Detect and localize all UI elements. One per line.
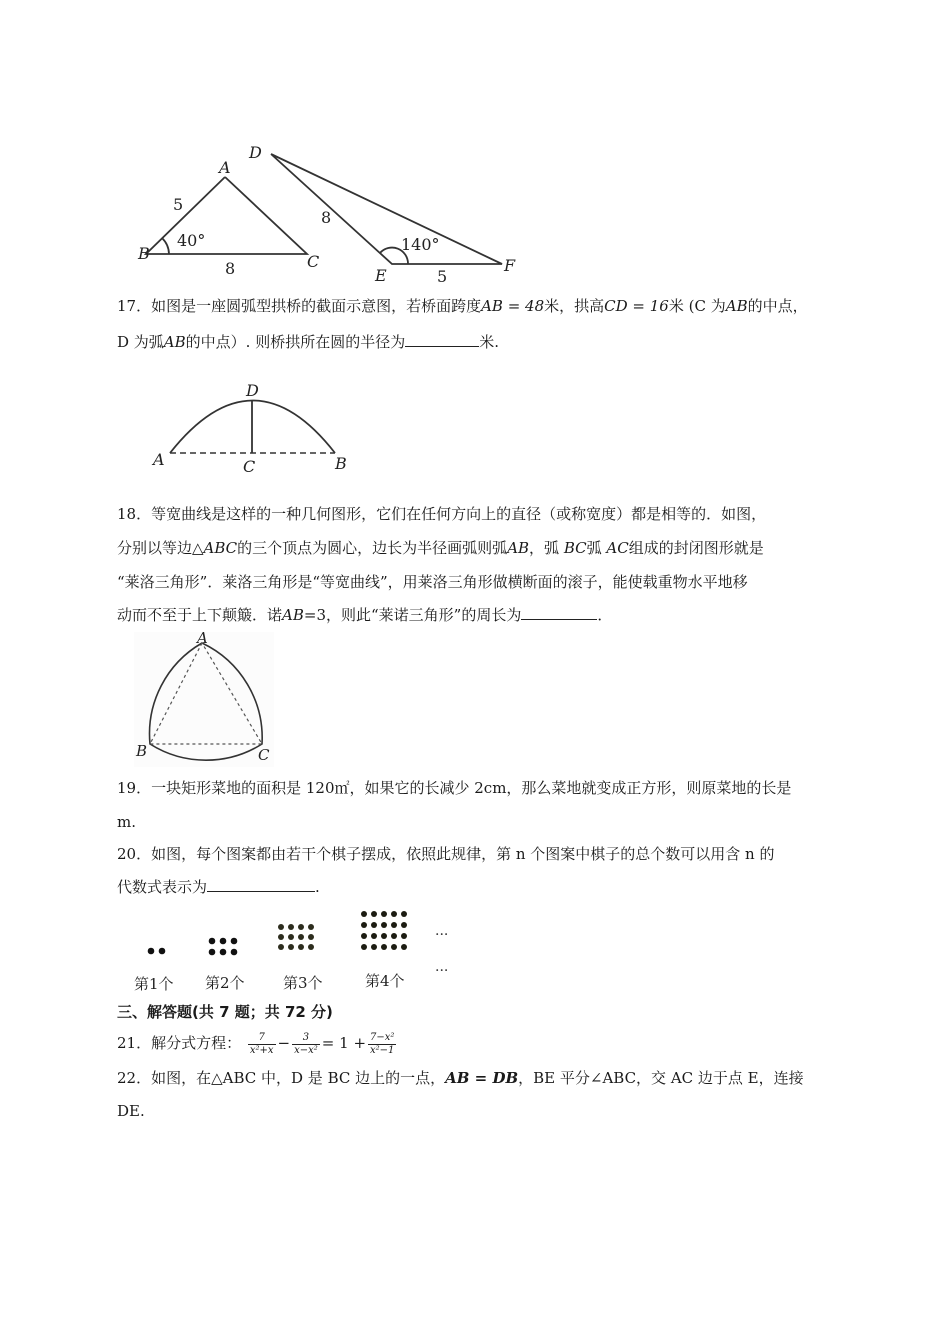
ellipsis-2: ... bbox=[435, 959, 449, 975]
q18-line3: “莱洛三角形”．莱洛三角形是“等宽曲线”，用莱洛三角形做横断面的滚子，能使载重物水平地移 bbox=[117, 573, 748, 591]
triangle-def bbox=[271, 154, 502, 264]
q18-line2: 分别以等边△ABC的三个顶点为圆心，边长为半径画弧则弧AB，弧 BC弧 AC组成的封闭图形就是 bbox=[117, 539, 764, 557]
ellipsis-1: ... bbox=[435, 923, 449, 939]
side-bc: 8 bbox=[225, 259, 236, 278]
q17-line1: 17．如图是一座圆弧型拱桥的截面示意图，若桥面跨度AB = 48米，拱高CD = 16米 (C 为AB的中点， bbox=[117, 297, 808, 315]
q20-line2: 代数式表示为 . bbox=[117, 872, 320, 902]
label-c: C bbox=[243, 457, 256, 476]
q19-line2: m. bbox=[117, 813, 136, 831]
label-d: D bbox=[246, 381, 259, 400]
label-c: C bbox=[307, 252, 320, 271]
label-b: B bbox=[136, 742, 148, 760]
answer-blank-20 bbox=[207, 873, 315, 892]
q22-line2: DE. bbox=[117, 1102, 145, 1120]
label-b: B bbox=[335, 454, 347, 473]
arch-bridge-figure bbox=[145, 378, 360, 478]
fraction-1: $\frac{7}{\text{x²+x}}$ bbox=[249, 1031, 274, 1056]
label-a: A bbox=[153, 450, 165, 469]
angle-b-arc bbox=[162, 238, 169, 254]
triangles-figure bbox=[135, 140, 535, 285]
side-de: 8 bbox=[321, 208, 332, 227]
section-heading: 三、解答题(共 7 题；共 72 分) bbox=[117, 1003, 333, 1021]
answer-blank-17 bbox=[405, 328, 479, 347]
q21-line: 21．解分式方程： $\frac{7}{\text{x²+x}}$ − $\frac{3}{\text{x−x²}}$ = 1 + $\frac{\text{7−x²}}{\text{x²−1}}$ bbox=[117, 1031, 395, 1056]
angle-e: 140° bbox=[401, 235, 440, 254]
triangle-abc bbox=[146, 177, 307, 254]
label-c: C bbox=[258, 746, 270, 764]
chess-pattern-figure bbox=[130, 905, 480, 1000]
fraction-2: $\frac{3}{\text{x−x²}}$ bbox=[294, 1031, 318, 1056]
angle-b: 40° bbox=[177, 231, 206, 250]
label-a: A bbox=[197, 632, 208, 647]
label-a: A bbox=[219, 158, 231, 177]
answer-blank-18 bbox=[521, 601, 597, 620]
pattern-label-1: 第1个 bbox=[134, 975, 174, 993]
label-e: E bbox=[375, 266, 387, 285]
side-ab: 5 bbox=[173, 195, 184, 214]
reuleaux-figure bbox=[134, 632, 274, 767]
q20-line1: 20．如图，每个图案都由若干个棋子摆成，依照此规律，第 n 个图案中棋子的总个数可以用含 n 的 bbox=[117, 845, 775, 863]
label-d: D bbox=[249, 143, 262, 162]
pattern-label-4: 第4个 bbox=[365, 972, 405, 990]
pattern-label-3: 第3个 bbox=[283, 974, 323, 992]
fraction-3: $\frac{\text{7−x²}}{\text{x²−1}}$ bbox=[370, 1031, 395, 1056]
q18-line1: 18．等宽曲线是这样的一种几何图形，它们在任何方向上的直径（或称宽度）都是相等的．如图， bbox=[117, 505, 767, 523]
q18-line4: 动而不至于上下颠簸．诺AB=3，则此“莱诺三角形”的周长为 ． bbox=[117, 600, 612, 630]
label-f: F bbox=[504, 256, 516, 275]
q17-line2: D 为弧AB的中点）. 则桥拱所在圆的半径为 米. bbox=[117, 327, 499, 357]
pattern-label-2: 第2个 bbox=[205, 974, 245, 992]
q19-line1: 19．一块矩形菜地的面积是 120㎡，如果它的长减少 2cm，那么菜地就变成正方形，则原菜地的长是 bbox=[117, 779, 792, 797]
q22-line1: 22．如图，在△ABC 中，D 是 BC 边上的一点，AB = DB，BE 平分∠ABC，交 AC 边于点 E，连接 bbox=[117, 1069, 804, 1087]
label-b: B bbox=[138, 244, 150, 263]
side-ef: 5 bbox=[437, 267, 448, 285]
